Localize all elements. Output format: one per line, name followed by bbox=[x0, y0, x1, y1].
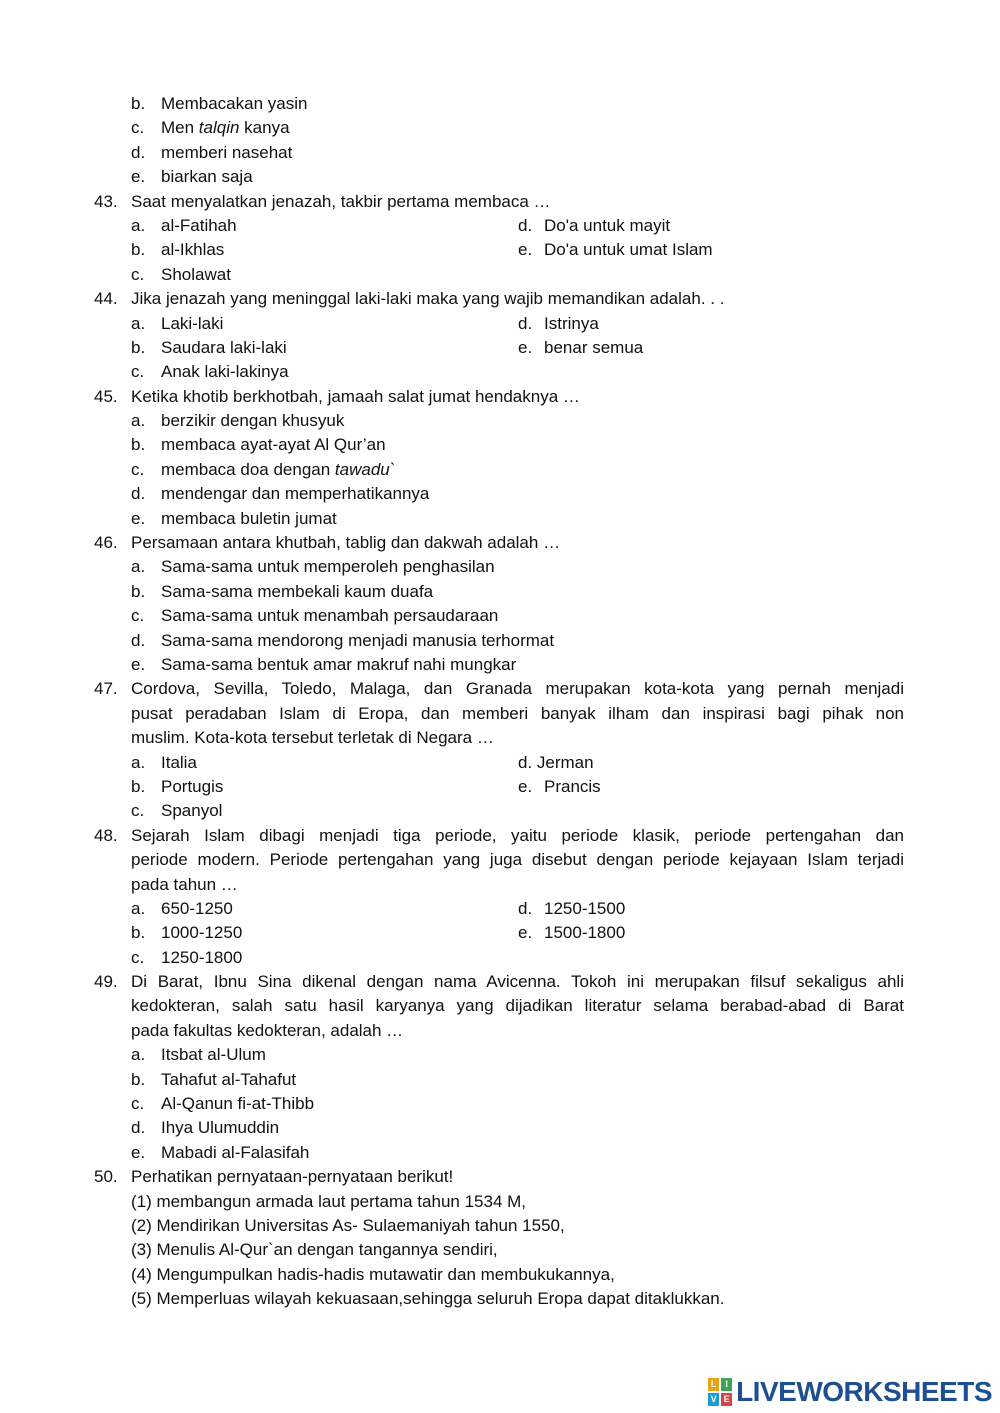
q48-options-row-1: a. 650-1250 d. 1250-1500 bbox=[131, 898, 626, 918]
q44-options-row-2: b. Saudara laki-laki e. benar semua bbox=[131, 337, 644, 357]
q48-question-line-3: pada tahun … bbox=[131, 874, 238, 894]
liveworksheets-logo bbox=[708, 1377, 992, 1407]
q50-question: 50. Perhatikan pernyataan-pernyataan berikut! bbox=[94, 1167, 454, 1187]
q50-statement-5: (5) Memperluas wilayah kekuasaan,sehingga seluruh Eropa dapat ditaklukkan. bbox=[131, 1289, 725, 1309]
q45-option-d: d. mendengar dan memperhatikannya bbox=[131, 484, 430, 504]
q46-option-e: e. Sama-sama bentuk amar makruf nahi mungkar bbox=[131, 654, 517, 674]
q48-question-line-2: periode modern. Periode pertengahan yang juga disebut dengan periode kejayaan Islam terjadi bbox=[131, 850, 904, 870]
q43-question: 43. Saat menyalatkan jenazah, takbir pertama membaca … bbox=[94, 191, 551, 211]
q47-options-row-3: c. Spanyol bbox=[131, 801, 223, 821]
q46-option-c: c. Sama-sama untuk menambah persaudaraan bbox=[131, 606, 499, 626]
q50-statement-1: (1) membangun armada laut pertama tahun 1534 M, bbox=[131, 1191, 527, 1211]
worksheet-page bbox=[0, 92, 1000, 1312]
q46-question: 46. Persamaan antara khutbah, tablig dan dakwah adalah … bbox=[94, 533, 561, 553]
q45-option-c: c. membaca doa dengan tawadu` bbox=[131, 459, 396, 479]
q49-option-d: d. Ihya Ulumuddin bbox=[131, 1118, 280, 1138]
q42-option-c: c. Men talqin kanya bbox=[131, 118, 290, 138]
logo-wordmark: LIVEWORKSHEETS bbox=[736, 1376, 992, 1407]
q44-options-row-3: c. Anak laki-lakinya bbox=[131, 362, 289, 382]
q49-question-line-2: kedokteran, salah satu hasil karyanya yang dijadikan literatur selama berabad-abad di Barat bbox=[131, 996, 904, 1016]
q43-options-row-1: a. al-Fatihah d. Do'a untuk mayit bbox=[131, 215, 671, 235]
q49-option-b: b. Tahafut al-Tahafut bbox=[131, 1069, 297, 1089]
q47-options-row-2: b. Portugis e. Prancis bbox=[131, 776, 601, 796]
q49-option-a: a. Itsbat al-Ulum bbox=[131, 1045, 266, 1065]
q42-option-b: b. Membacakan yasin bbox=[131, 94, 308, 113]
q45-option-e: e. membaca buletin jumat bbox=[131, 508, 337, 528]
q45-option-a: a. berzikir dengan khusyuk bbox=[131, 411, 345, 431]
q44-question: 44. Jika jenazah yang meninggal laki-laki maka yang wajib memandikan adalah. . . bbox=[94, 289, 725, 309]
q47-question-line-3: muslim. Kota-kota tersebut terletak di Negara … bbox=[131, 728, 494, 748]
q50-statement-4: (4) Mengumpulkan hadis-hadis mutawatir dan membukukannya, bbox=[131, 1264, 615, 1284]
q47-question-line-2: pusat peradaban Islam di Eropa, dan memberi banyak ilham dan inspirasi bagi pihak non bbox=[131, 703, 904, 723]
q43-options-row-2: b. al-Ikhlas e. Do'a untuk umat Islam bbox=[131, 240, 713, 260]
q49-question-line-1: 49. Di Barat, Ibnu Sina dikenal dengan nama Avicenna. Tokoh ini merupakan filsuf sekaligus ahli bbox=[94, 972, 904, 992]
q46-option-a: a. Sama-sama untuk memperoleh penghasilan bbox=[131, 557, 495, 577]
q48-options-row-2: b. 1000-1250 e. 1500-1800 bbox=[131, 923, 626, 943]
q44-options-row-1: a. Laki-laki d. Istrinya bbox=[131, 313, 599, 333]
q49-option-e: e. Mabadi al-Falasifah bbox=[131, 1142, 310, 1162]
q47-options-row-1: a. Italia d. Jerman bbox=[131, 752, 594, 772]
q46-option-b: b. Sama-sama membekali kaum duafa bbox=[131, 581, 434, 601]
logo-grid-icon: L I V E bbox=[708, 1378, 732, 1406]
q46-option-d: d. Sama-sama mendorong menjadi manusia terhormat bbox=[131, 630, 555, 650]
q45-option-b: b. membaca ayat-ayat Al Qur’an bbox=[131, 435, 386, 455]
q49-question-line-3: pada fakultas kedokteran, adalah … bbox=[131, 1020, 404, 1040]
q42-option-d: d. memberi nasehat bbox=[131, 142, 293, 162]
q50-statement-3: (3) Menulis Al-Qur`an dengan tangannya sendiri, bbox=[131, 1240, 498, 1260]
q43-options-row-3: c. Sholawat bbox=[131, 264, 231, 284]
q47-question-line-1: 47. Cordova, Sevilla, Toledo, Malaga, dan Granada merupakan kota-kota yang pernah menjadi bbox=[94, 679, 904, 699]
q42-option-e: e. biarkan saja bbox=[131, 167, 253, 187]
q50-statement-2: (2) Mendirikan Universitas As- Sulaemaniyah tahun 1550, bbox=[131, 1215, 565, 1235]
q48-question-line-1: 48. Sejarah Islam dibagi menjadi tiga periode, yaitu periode klasik, periode pertengahan dan bbox=[94, 825, 904, 845]
q48-options-row-3: c. 1250-1800 bbox=[131, 947, 243, 967]
q49-option-c: c. Al-Qanun fi-at-Thibb bbox=[131, 1094, 315, 1114]
q45-question: 45. Ketika khotib berkhotbah, jamaah salat jumat hendaknya … bbox=[94, 386, 580, 406]
